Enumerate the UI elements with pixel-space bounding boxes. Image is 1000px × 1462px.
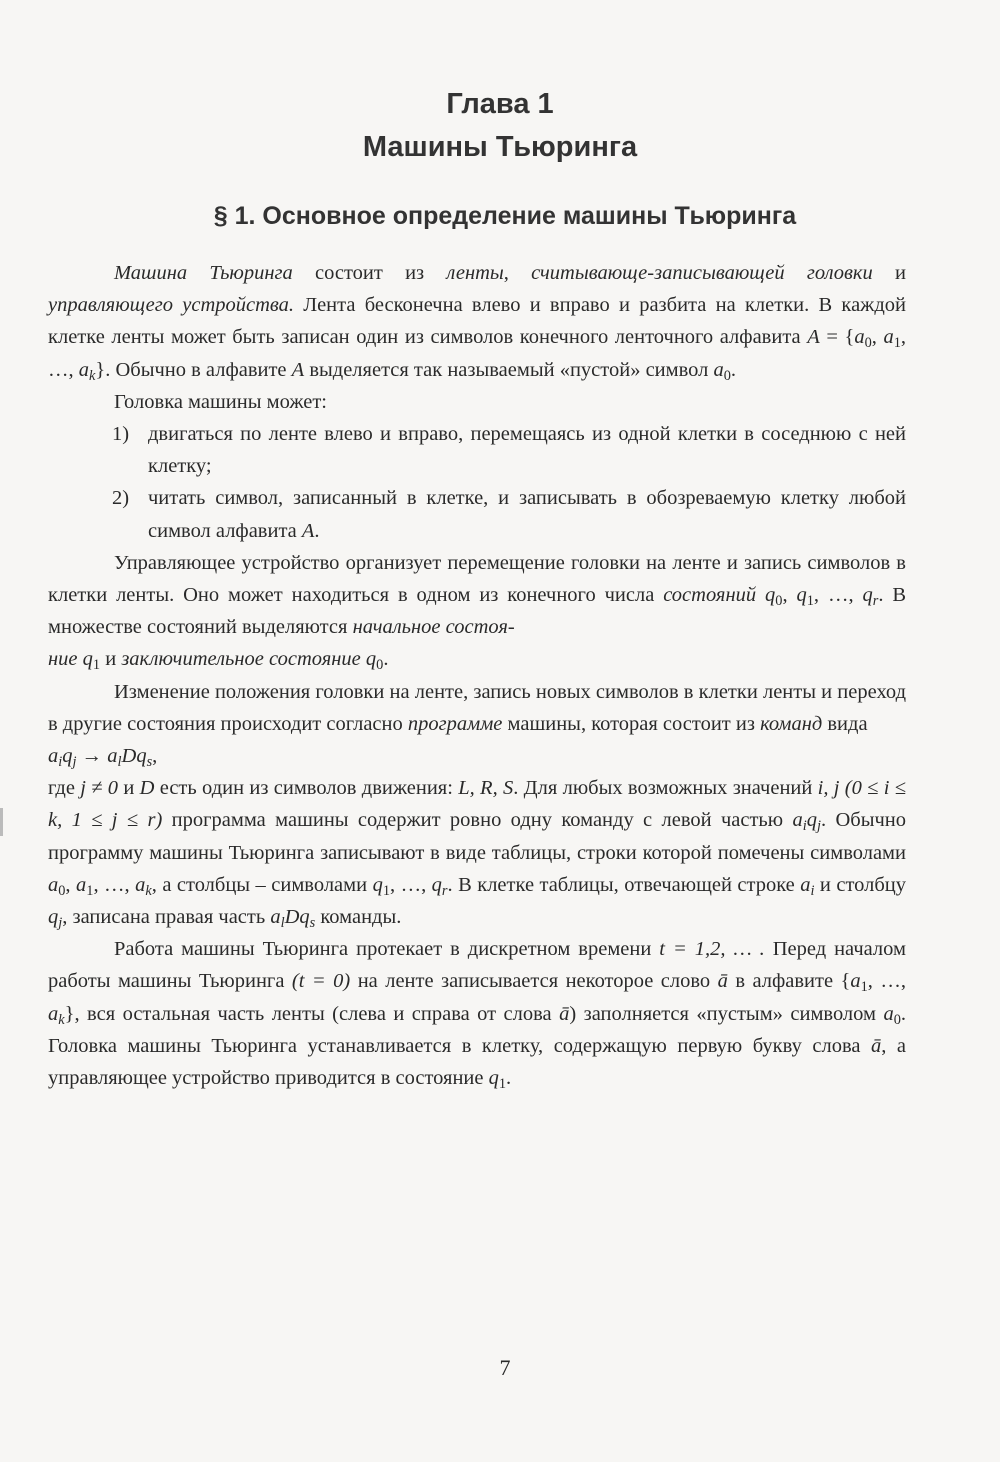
binding-shadow	[0, 808, 3, 836]
section-title: § 1. Основное определение машины Тьюринга	[213, 202, 797, 230]
paragraph-1: Машина Тьюринга состоит из ленты, считывающе-записывающей головки и управляющего устройства. Лента бесконечна влево и вправо и разбита на клетки. В каждой клетке ленты может быть записан один из символов конечного ленточного алфавита $A = \{a_0$, $a_1$, …, $a_k$}. Обычно в алфавите A выделяется так называемый «пустой» символ $a_0$.	[48, 262, 907, 384]
list-item-1: 1) двигаться по ленте влево и вправо, перемещаясь из одной клетки в соседнюю с ней клетку;	[112, 423, 906, 478]
chapter-title: Машины Тьюринга	[362, 131, 638, 163]
list-item-2: 2) читать символ, записанный в клетке, и записывать в обозреваемую клетку любой символ алфавита A.	[112, 487, 906, 542]
body-text	[48, 257, 906, 1094]
chapter-number: Глава 1	[446, 88, 554, 120]
paragraph-6: Работа машины Тьюринга протекает в дискретном времени t = 1,2, … . Перед началом работы машины Тьюринга (t = 0) на ленте записывается некоторое слово ā в алфавите {$a_1$, …, $a_k$}, вся остальная часть ленты (слева и справа от слова ā) заполняется «пустым» символом $a_0$. Головка машины Тьюринга устанавливается в клетку, содержащую первую букву слова ā, а управляющее устройство приводится в состояние $q_1$.	[48, 938, 907, 1093]
paragraph-3: Управляющее устройство организует перемещение головки на ленте и запись символов в клетки ленты. Оно может находиться в одном из конечного числа состояний $q_0$, $q_1$, …, $q_r$. В множестве состояний выделяются начальное состоя- ние $q_1$ и заключительное состояние $q_0$.	[48, 551, 907, 674]
paragraph-5: где j ≠ 0 и D есть один из символов движения: L, R, S. Для любых возможных значений i, j (0 ≤ i ≤ k, 1 ≤ j ≤ r) программа машины содержит ровно одну команду с левой частью $a_iq_j$. Обычно программу машины Тьюринга записывают в виде таблицы, строки которой помечены символами $a_0$, $a_1$, …, $a_k$, а столбцы – символами $q_1$, …, $q_r$. В клетке таблицы, отвечающей строке $a_i$ и столбцу $q_j$, записана правая часть $a_lDq_s$ команды.	[48, 777, 907, 932]
paragraph-2: Головка машины может:	[114, 390, 327, 413]
command-formula: $a_iq_j \to a_lDq_s$,	[48, 745, 158, 771]
page-number: 7	[499, 1355, 511, 1380]
paragraph-4: Изменение положения головки на ленте, запись новых символов в клетки ленты и переход в другие состояния происходит согласно программе машины, которая состоит из команд вида	[48, 680, 906, 735]
